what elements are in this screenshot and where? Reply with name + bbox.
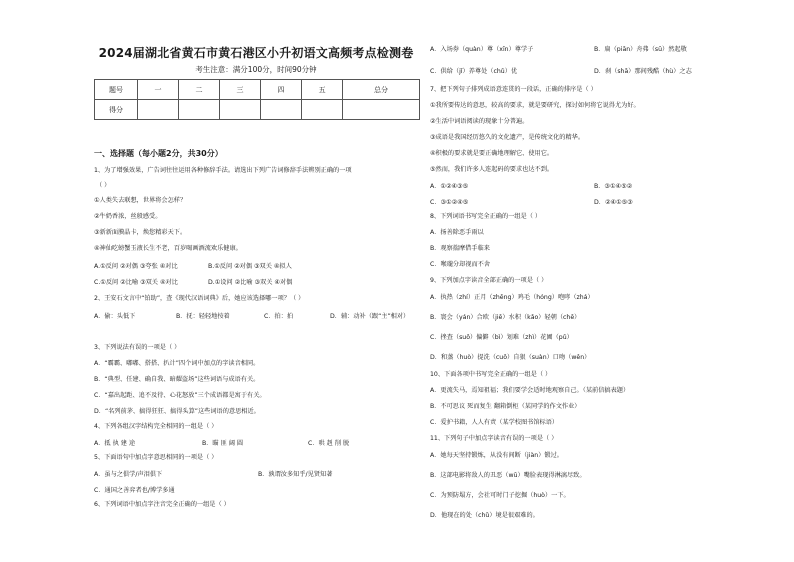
score-table — [94, 79, 420, 120]
option-d[interactable]: D．②④①⑤③ — [594, 199, 633, 206]
score-cell: 四 — [261, 80, 302, 100]
question-1-item: ①人类失去联想，世界将会怎样？ — [94, 197, 187, 204]
question-9: 9、下列加点字读音全部正确的一项是（ ） — [430, 277, 548, 284]
score-table-score-row — [95, 100, 420, 120]
question-6: 6、下列词语中加点字注音完全正确的一组是（ ） — [94, 501, 230, 508]
score-cell — [179, 100, 220, 120]
option-a[interactable]: A．抵 执 建 途 — [94, 440, 136, 447]
option-a[interactable]: A．①②④③⑤ — [430, 183, 469, 190]
question-4-options — [94, 438, 424, 448]
question-7-item: ⑤然而，我们许多人连起码的要求也达不到。 — [430, 166, 554, 173]
exam-notice: 考生注意：满分100分，时间90分钟 — [195, 65, 317, 74]
option-b[interactable]: B．抚：轻轻地按着 — [176, 313, 230, 320]
option-a[interactable]: A.①反问 ②对偶 ③夸张 ④对比 — [94, 263, 178, 270]
option-b[interactable]: B．③①④⑤② — [594, 183, 633, 190]
option-b[interactable]: B．不可思议 死而复生 翻箱倒柜（某同学的作文作业） — [430, 403, 581, 410]
option-a[interactable]: A．扬善除恶手雨以 — [430, 229, 484, 236]
score-cell: 二 — [179, 80, 220, 100]
question-3: 3、下列说法有误的一项是（ ） — [94, 344, 181, 351]
score-cell: 三 — [220, 80, 261, 100]
question-1-bracket: （ ） — [96, 182, 111, 189]
option-a[interactable]: A．她每天坚持锻炼，从没有间断（jiàn）锻过。 — [430, 452, 563, 459]
question-11: 11、下列句子中加点字读音有误的一项是（ ） — [430, 435, 558, 442]
question-7-item: ②生活中词语阅读的现象十分普遍。 — [430, 118, 529, 125]
question-7-options — [430, 197, 770, 207]
option-c[interactable]: C．喉瓏分却视而不舍 — [430, 261, 491, 268]
question-1: 1、为了增强效果，广告词往往运用各种修辞手法。请选出下列广告词修辞手法辨别正确的一项 — [94, 167, 352, 174]
question-7: 7、把下列句子排列成语意连贯的一段话，正确的排序是（ ） — [430, 86, 597, 93]
option-d[interactable]: D．辅：动补（跟“主”相对） — [330, 313, 410, 320]
score-cell — [302, 100, 343, 120]
score-cell — [343, 100, 420, 120]
question-8: 8、下列词语书写完全正确的一组是（ ） — [430, 213, 542, 220]
question-5: 5、下面语句中加点字意思相同的一项是（ ） — [94, 454, 218, 461]
score-cell: 五 — [302, 80, 343, 100]
score-table-header-row — [95, 80, 420, 100]
option-c[interactable]: C．供给（jǐ）养尊处（chǔ）优 — [430, 68, 518, 75]
question-1-options — [94, 277, 424, 287]
option-b[interactable]: B．孰谓汝多知乎/见贤知著 — [258, 471, 333, 478]
question-10: 10、下面各项中书写完全正确的一组是（ ） — [430, 371, 552, 378]
page-title: 2024届湖北省黄石市黄石港区小升初语文高频考点检测卷 — [98, 46, 414, 60]
option-d[interactable]: D．他现在的处（chǔ）境是很艰难的。 — [430, 512, 539, 519]
option-c[interactable]: C．通国之善弈者也/博学多通 — [94, 487, 175, 494]
option-a[interactable]: A．虽与之俱学/声泪俱下 — [94, 471, 163, 478]
score-cell — [220, 100, 261, 120]
score-cell: 题号 — [95, 80, 138, 100]
option-c[interactable]: C．哄 赳 削 脱 — [308, 440, 350, 447]
option-b[interactable]: B.①反问 ②对偶 ③双关 ④拟人 — [208, 263, 292, 270]
question-1-item: ②牛奶香浓，丝般感受。 — [94, 213, 162, 220]
question-2-options — [94, 311, 424, 321]
option-d[interactable]: D．和蒸（huò）提洗（cuō）自狠（suàn）口吻（wěn） — [430, 354, 591, 361]
question-1-item: ③新新面膜晶卡，焕您精彩天下。 — [94, 229, 187, 236]
option-b[interactable]: B．寰会（yán）合欧（jiē）水积（kǎo）轻朝（chē） — [430, 314, 581, 321]
option-d[interactable]: D．“名列前茅、搞得狂狂、搞得头算”这些词语的意思相近。 — [94, 408, 260, 415]
question-6-options — [430, 44, 770, 54]
option-c[interactable]: C．③①②④⑤ — [430, 199, 469, 206]
option-d[interactable]: D．刹（shā）那间残酷（hù）之志 — [594, 68, 692, 75]
score-cell: 总分 — [343, 80, 420, 100]
option-a[interactable]: A．入场券（quàn）尊（xīn）尊学子 — [430, 46, 534, 53]
option-c[interactable]: C.①反问 ②比喻 ③双关 ④对比 — [94, 279, 178, 286]
score-cell: 一 — [138, 80, 179, 100]
score-cell — [138, 100, 179, 120]
option-d[interactable]: D.①设问 ②比喻 ③双关 ④对偶 — [208, 279, 293, 286]
question-1-item: ④神仙吃螃蟹玉液长生不老，百岁喝画酒流欢乐健康。 — [94, 245, 242, 252]
section-heading: 一、选择题（每小题2分，共30分） — [94, 149, 223, 158]
option-c[interactable]: C．爱护书籍，人人有责（某学校图书馆标语） — [430, 419, 559, 426]
question-2: 2、王安石文言中“铂助”，查《现代汉语词典》后，她应该选择哪一项？（ ） — [94, 295, 305, 302]
question-7-options — [430, 181, 770, 191]
question-7-item: ④积极的要求就是要正确地理解它、使用它。 — [430, 150, 554, 157]
option-a[interactable]: A．“霸霸、嘟嘟、搭搭、扒计”四个词中加点的字读音相同。 — [94, 360, 260, 367]
score-cell — [261, 100, 302, 120]
question-5-options — [94, 485, 424, 495]
option-b[interactable]: B．扁（piān）舟弗（sū）然起敬 — [594, 46, 687, 53]
score-cell: 得分 — [95, 100, 138, 120]
option-c[interactable]: C．挫查（suō）偏僻（bì）划难（zhì）花圃（pǔ） — [430, 334, 573, 341]
question-4: 4、下列各组汉字结构完全相同的一组是（ ） — [94, 423, 218, 430]
option-c[interactable]: C．为预防塌方，会社可时门子挖掘（huò）一下。 — [430, 492, 570, 499]
question-7-item: ①我所要传达的意思，较高的要求，就是要研究，探讨如何将它说得尤为好。 — [430, 102, 640, 109]
question-1-options — [94, 261, 424, 271]
option-b[interactable]: B．“典型、任建、确自我、暗耀盗场”这些词语与成语有关。 — [94, 376, 260, 383]
option-a[interactable]: A．偷：头低下 — [94, 313, 136, 320]
option-a[interactable]: A．更流失马，焉知祖福；我们要学会适时地观察自己。（某前信搞表题） — [430, 387, 630, 394]
option-a[interactable]: A．执热（zhí）正月（zhēng）鸡毛（hóng）咆哮（zhá） — [430, 294, 594, 301]
question-6-options — [430, 66, 770, 76]
question-7-item: ③成语是我国经历悠久的文化遗产，是传统文化的精华。 — [430, 134, 585, 141]
question-5-options — [94, 469, 424, 479]
option-c[interactable]: C．拍：拍 — [264, 313, 294, 320]
option-b[interactable]: B．观察揣摩借手临来 — [430, 245, 490, 252]
option-b[interactable]: B．这部电影将敌人的丑恶（wū）嘴脸表现得淋漓尽致。 — [430, 472, 586, 479]
option-c[interactable]: C．“嘉出起距、追不及待、心花怒放”三个成语都是寓于有关。 — [94, 392, 266, 399]
option-b[interactable]: B．瞄 匪 阔 圆 — [202, 440, 244, 447]
